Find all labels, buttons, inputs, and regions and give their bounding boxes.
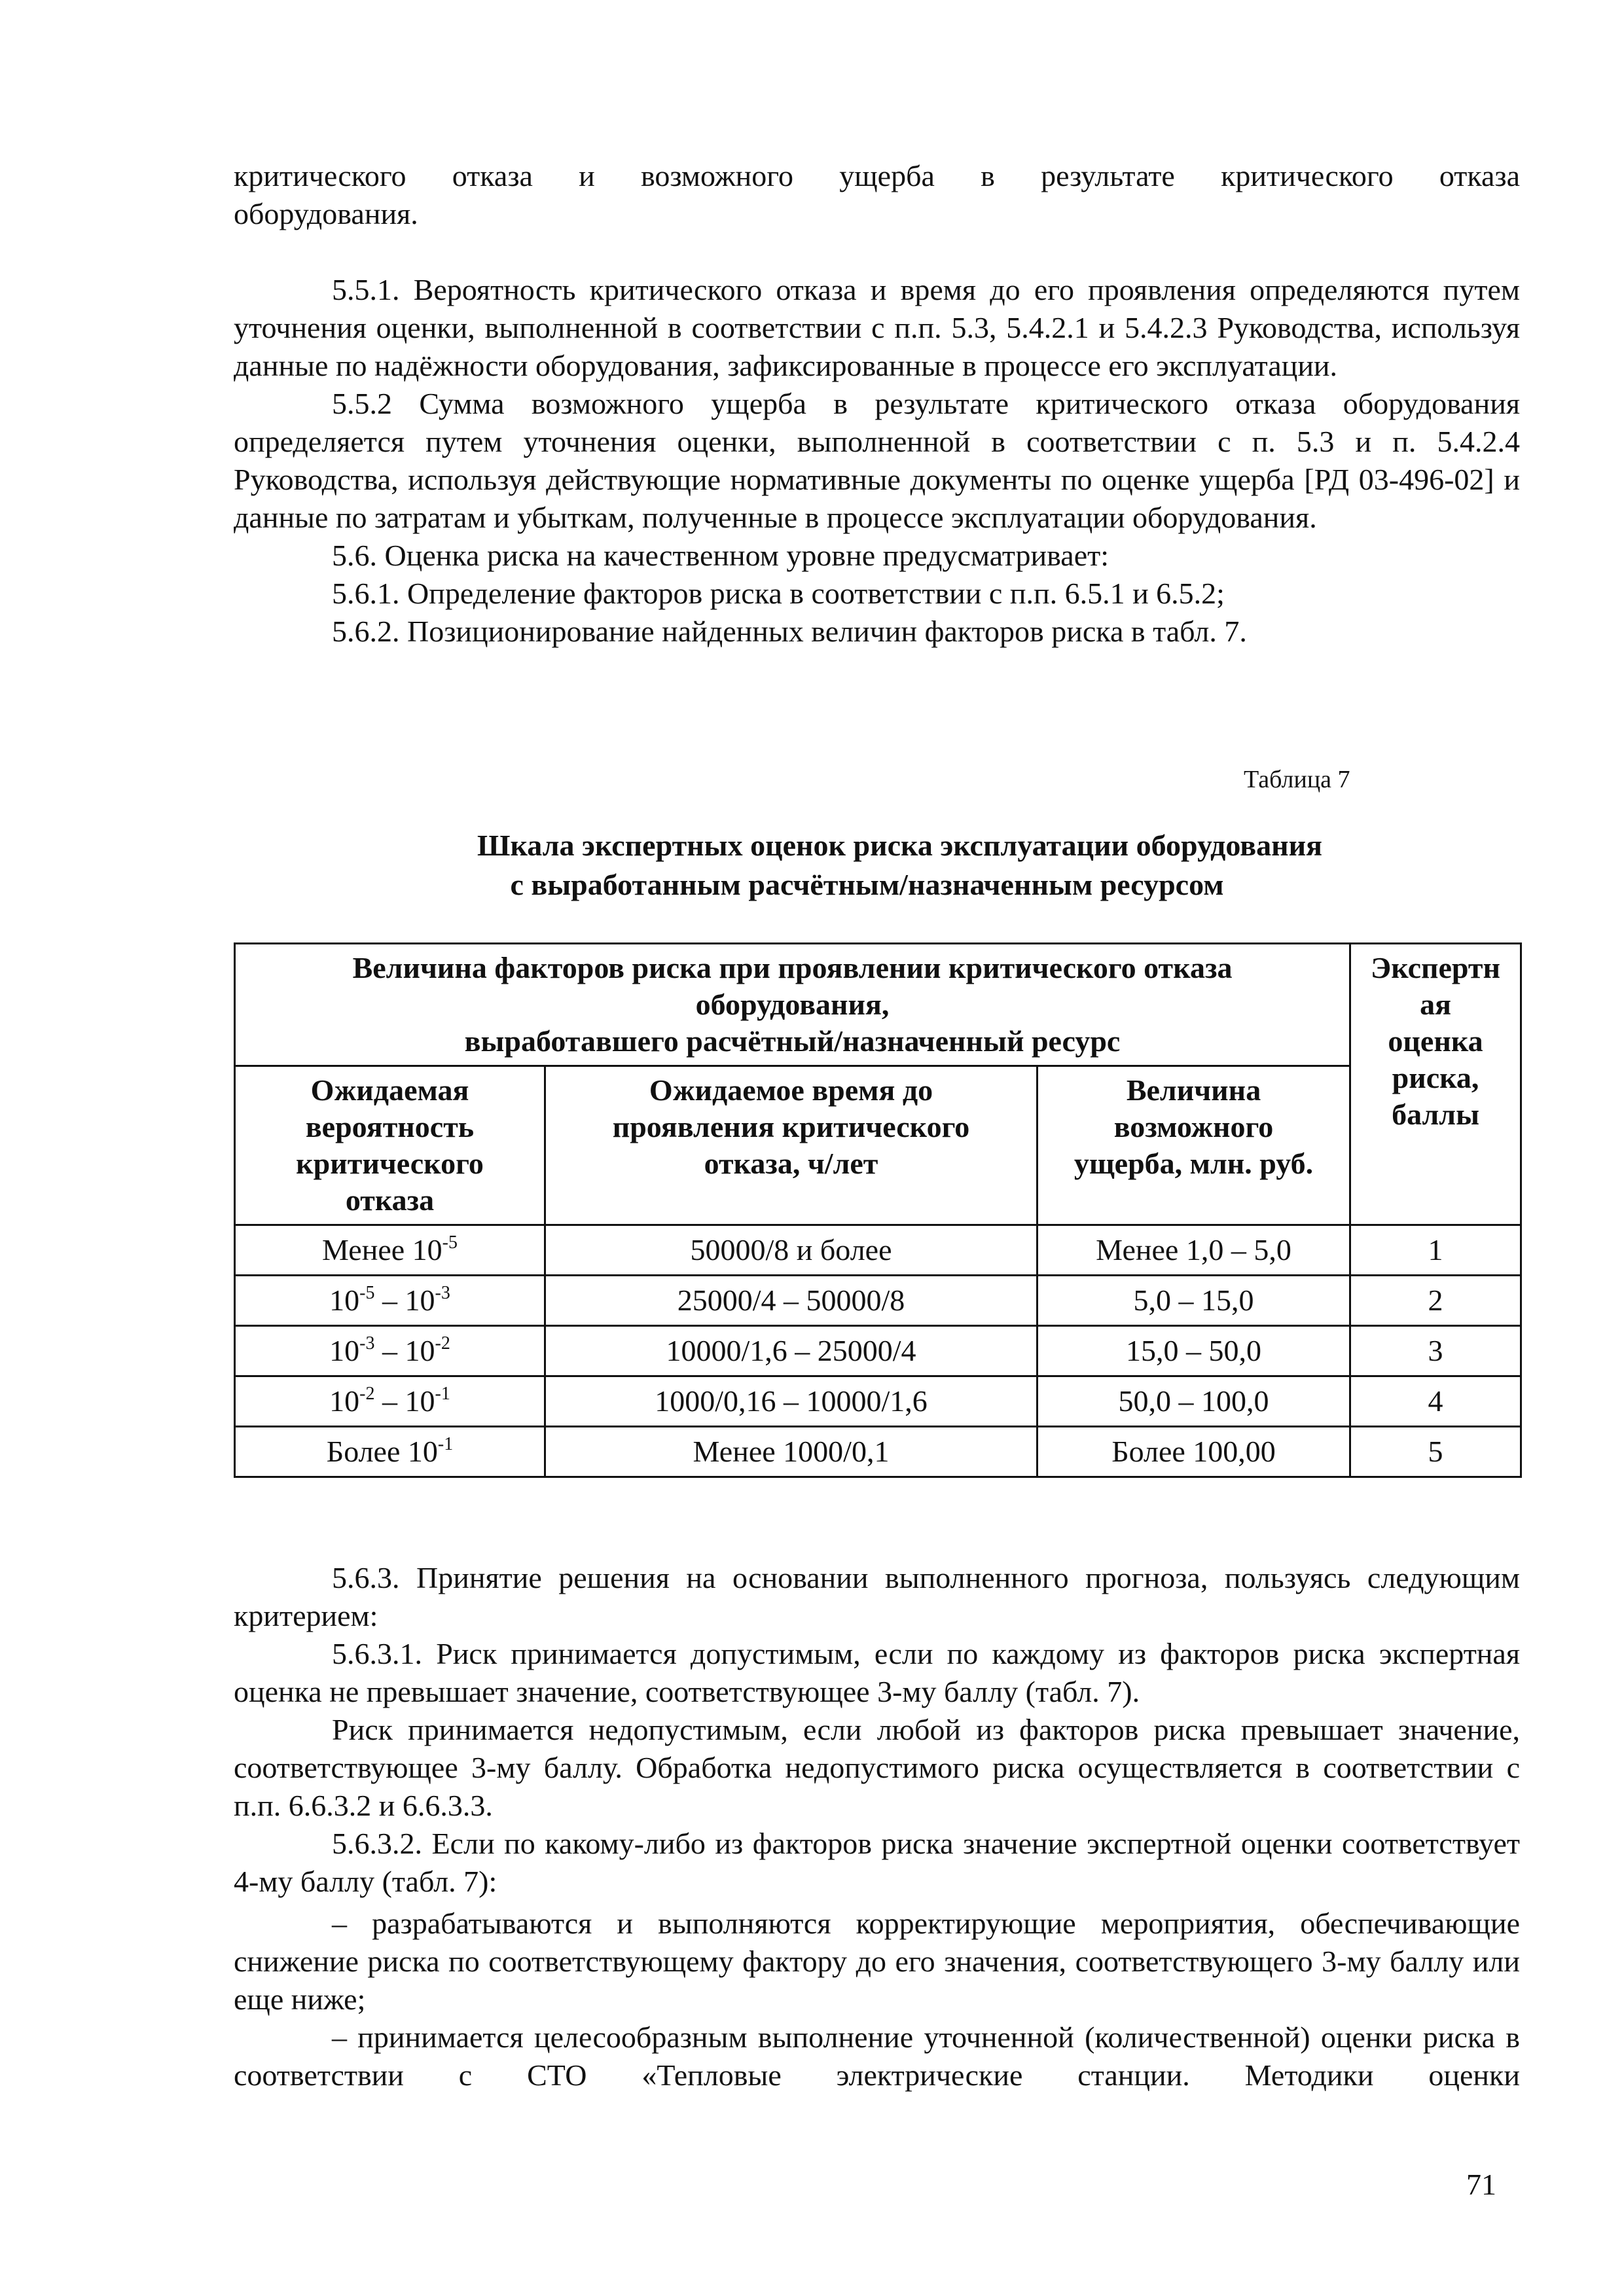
damage-cell: Менее 1,0 – 5,0 xyxy=(1038,1225,1350,1276)
table-row xyxy=(235,1225,1521,1276)
paragraph-5-6: 5.6. Оценка риска на качественном уровне предусматривает: xyxy=(332,539,1109,572)
score-cell: 2 xyxy=(1350,1276,1521,1326)
table-title-line-2: с выработанным расчётным/назначенным ресурсом xyxy=(510,868,1224,901)
paragraph-continuation-end: оборудования. xyxy=(234,197,418,230)
time-cell: 25000/4 – 50000/8 xyxy=(545,1276,1038,1326)
probability-cell: $10^{-3} - 10^{-2}$ xyxy=(235,1326,545,1376)
table-title xyxy=(234,826,1520,905)
score-cell: 4 xyxy=(1350,1376,1521,1427)
damage-cell: 5,0 – 15,0 xyxy=(1038,1276,1350,1326)
probability-cell: Более $10^{-1}$ xyxy=(235,1427,545,1477)
damage-cell: 50,0 – 100,0 xyxy=(1038,1376,1350,1427)
table-label: Таблица 7 xyxy=(1244,766,1350,793)
table-title-line-1: Шкала экспертных оценок риска эксплуатации оборудования xyxy=(477,829,1322,862)
paragraph-5-6-2: 5.6.2. Позиционирование найденных величин факторов риска в табл. 7. xyxy=(332,615,1247,648)
score-cell: 5 xyxy=(1350,1427,1521,1477)
probability-cell: Менее $10^{-5}$ xyxy=(235,1225,545,1276)
paragraph-5-5-1: 5.5.1. Вероятность критического отказа и время до его проявления определяются путем уточнения оценки, выполненной в соответствии с п.п. 5.3, 5.4.2.1 и 5.4.2.3 Руководства, используя данные по надёжности оборудования, зафиксированные в процессе его эксплуатации. xyxy=(234,273,1520,382)
damage-cell: 15,0 – 50,0 xyxy=(1038,1326,1350,1376)
page-number: 71 xyxy=(1466,2168,1496,2201)
paragraph-unacceptable-risk: Риск принимается недопустимым, если любой из факторов риска превышает значение, соответствующее 3-му баллу. Обработка недопустимого риска осуществляется в соответствии с п.п. 6.6.3.2 и 6.6.3.3. xyxy=(234,1713,1520,1822)
paragraph-5-6-3: 5.6.3. Принятие решения на основании выполненного прогноза, пользуясь следующим критерием: xyxy=(234,1561,1520,1632)
risk-scale-table xyxy=(234,942,1522,1478)
time-cell: 50000/8 и более xyxy=(545,1225,1038,1276)
text-block-bottom xyxy=(234,1559,1520,2094)
damage-header: Величина возможного ущерба, млн. руб. xyxy=(1038,1066,1350,1225)
table-row xyxy=(235,1427,1521,1477)
paragraph-5-5-2: 5.5.2 Сумма возможного ущерба в результате критического отказа оборудования определяется путем уточнения оценки, выполненной в соответствии с п. 5.3 и п. 5.4.2.4 Руководства, используя действующие нормативные документы по оценке ущерба [РД 03-496-02] и данные по затратам и убыткам, полученные в процессе эксплуатации оборудования. xyxy=(234,387,1520,534)
table-row xyxy=(235,1376,1521,1427)
time-header: Ожидаемое время до проявления критического отказа, ч/лет xyxy=(545,1066,1038,1225)
text-block-top xyxy=(234,157,1520,651)
time-cell: 10000/1,6 – 25000/4 xyxy=(545,1326,1038,1376)
time-cell: 1000/0,16 – 10000/1,6 xyxy=(545,1376,1038,1427)
probability-cell: $10^{-2} - 10^{-1}$ xyxy=(235,1376,545,1427)
paragraph-continuation-line: критического отказа и возможного ущерба в результате критического отказа xyxy=(234,159,1520,192)
score-cell: 3 xyxy=(1350,1326,1521,1376)
group-header: Величина факторов риска при проявлении критического отказа оборудования, выработавшего расчётный/назначенный ресурс xyxy=(235,944,1350,1066)
score-header: Экспертн ая оценка риска, баллы xyxy=(1350,944,1521,1225)
table-row xyxy=(235,1326,1521,1376)
time-cell: Менее 1000/0,1 xyxy=(545,1427,1038,1477)
paragraph-5-6-3-2: 5.6.3.2. Если по какому-либо из факторов риска значение экспертной оценки соответствует 4-му баллу (табл. 7): xyxy=(234,1827,1520,1898)
table-row xyxy=(235,1276,1521,1326)
paragraph-5-6-3-1: 5.6.3.1. Риск принимается допустимым, если по каждому из факторов риска экспертная оценка не превышает значение, соответствующее 3-му баллу (табл. 7). xyxy=(234,1637,1520,1708)
probability-header: Ожидаемая вероятность критического отказа xyxy=(235,1066,545,1225)
damage-cell: Более 100,00 xyxy=(1038,1427,1350,1477)
probability-cell: $10^{-5} - 10^{-3}$ xyxy=(235,1276,545,1326)
list-item-corrective-measures: – разрабатываются и выполняются корректирующие мероприятия, обеспечивающие снижение риска по соответствующему фактору до его значения, соответствующего 3-му баллу или еще ниже; xyxy=(234,1907,1520,2016)
paragraph-5-6-1: 5.6.1. Определение факторов риска в соответствии с п.п. 6.5.1 и 6.5.2; xyxy=(332,577,1225,610)
score-cell: 1 xyxy=(1350,1225,1521,1276)
list-item-refined-assessment: – принимается целесообразным выполнение уточненной (количественной) оценки риска в соответствии с СТО «Тепловые электрические станции. Методики оценки xyxy=(234,2020,1520,2092)
